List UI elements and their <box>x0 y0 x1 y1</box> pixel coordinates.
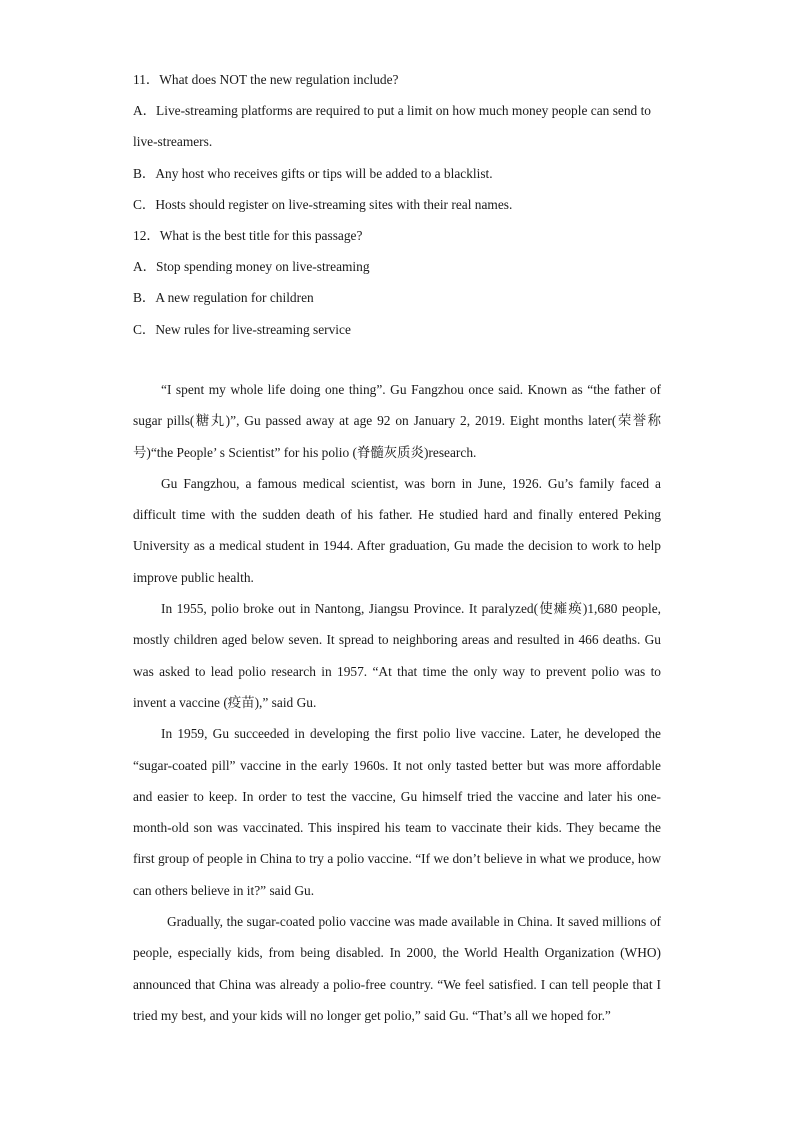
reading-passage <box>133 374 661 1031</box>
passage-paragraph: In 1959, Gu succeeded in developing the first polio live vaccine. Later, he developed the “sugar-coated pill” vaccine in the early 1960s. It not only tasted better but was more affordable and easier to keep. In order to test the vaccine, Gu himself tried the vaccine and later his one-month-old son was vaccinated. This inspired his team to vaccinate their kids. They became the first group of people in China to try a polio vaccine. “If we don’t believe in what we produce, how can others believe in it?” said Gu. <box>133 726 661 898</box>
passage-paragraph: Gu Fangzhou, a famous medical scientist, was born in June, 1926. Gu’s family faced a difficult time with the sudden death of his father. He studied hard and finally entered Peking University as a medical student in 1944. After graduation, Gu made the decision to work to help improve public health. <box>133 475 661 585</box>
option-a: A．Stop spending money on live-streaming <box>133 259 370 275</box>
question-stem: 11．What does NOT the new regulation include? <box>133 72 399 87</box>
passage-paragraph: In 1955, polio broke out in Nantong, Jiangsu Province. It paralyzed(使瘫痪)1,680 people, mostly children aged below seven. It spread to neighboring areas and resulted in 466 deaths. Gu was asked to lead polio research in 1957. “At that time the only way to prevent polio was to invent a vaccine (疫苗),” said Gu. <box>133 601 661 710</box>
option-c: C．New rules for live-streaming service <box>133 321 351 337</box>
option-b: B．Any host who receives gifts or tips will be added to a blacklist. <box>133 165 493 181</box>
question-11 <box>133 64 673 220</box>
question-12 <box>133 220 673 345</box>
passage-paragraph: “I spent my whole life doing one thing”. Gu Fangzhou once said. Known as “the father of sugar pills(糖丸)”, Gu passed away at age 92 on January 2, 2019. Eight months later(荣誉称号)“the People’ s Scientist” for his polio (脊髓灰质炎)research. <box>133 382 661 460</box>
option-a: A．Live-streaming platforms are required to put a limit on how much money people can send to live-streamers. <box>133 103 652 150</box>
option-b: B．A new regulation for children <box>133 290 314 306</box>
option-c: C．Hosts should register on live-streaming sites with their real names. <box>133 196 513 212</box>
question-section <box>133 64 673 345</box>
question-stem: 12．What is the best title for this passage? <box>133 228 363 244</box>
passage-paragraph: Gradually, the sugar-coated polio vaccine was made available in China. It saved millions of people, especially kids, from being disabled. In 2000, the World Health Organization (WHO) announced that China was already a polio-free country. “We feel satisfied. I can tell people that I tried my best, and your kids will no longer get polio,” said Gu. “That’s all we hoped for.” <box>133 914 661 1023</box>
